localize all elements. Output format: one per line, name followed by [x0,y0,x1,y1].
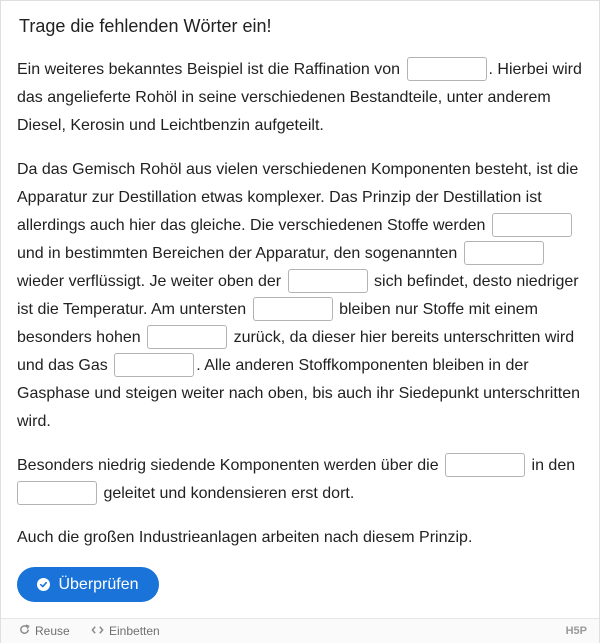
check-button[interactable] [17,567,159,602]
text-segment: wieder verflüssigt. Je weiter oben der [17,273,282,290]
text-segment: Ein weiteres bekanntes Beispiel ist die Raffination von [17,61,401,78]
blank-input[interactable] [464,241,544,265]
text-segment: Besonders niedrig siedende Komponenten werden über die [17,457,439,474]
check-circle-icon [37,578,50,591]
paragraph-3 [17,452,585,508]
text-segment: geleitet und kondensieren erst dort. [103,485,355,502]
paragraph-2 [17,156,585,436]
text-segment: sich befindet, desto niedriger ist die Temperatur. Am untersten [17,273,579,318]
h5p-footer [1,618,599,643]
reuse-button[interactable] [19,624,70,638]
reuse-label: Reuse [35,624,70,638]
blank-input[interactable] [492,213,572,237]
blank-input[interactable] [288,269,368,293]
text-segment: zurück, da dieser hier bereits unterschritten wird und das Gas [17,329,575,374]
cloze-content [17,56,585,568]
paragraph-1 [17,56,585,140]
text-segment: Da das Gemisch Rohöl aus vielen verschiedenen Komponenten besteht, ist die Apparatur zur Destillation etwas komplexer. Das Prinzip der Destillation ist allerdings auch hier das gleiche. Die verschiedenen Stoffe werden [17,161,579,234]
paragraph-4: Auch die großen Industrieanlagen arbeiten nach diesem Prinzip. [17,529,473,546]
check-button-label: Überprüfen [58,575,139,593]
code-icon [91,624,104,638]
embed-label: Einbetten [109,624,160,638]
task-description: Trage die fehlenden Wörter ein! [19,16,272,36]
embed-button[interactable] [91,624,160,638]
text-segment: bleiben nur Stoffe mit einem besonders hohen [17,301,538,346]
reuse-icon [19,624,30,638]
blank-input[interactable] [17,481,97,505]
blank-input[interactable] [147,325,227,349]
blank-input[interactable] [253,297,333,321]
h5p-logo[interactable]: H5P [565,625,587,637]
text-segment: . Hierbei wird das angelieferte Rohöl in seine verschiedenen Bestandteile, unter anderem Diesel, Kerosin und Leichtbenzin aufgeteilt. [17,61,582,134]
text-segment: und in bestimmten Bereichen der Apparatur, den sogenannten [17,245,458,262]
text-segment: . Alle anderen Stoffkomponenten bleiben in der Gasphase und steigen weiter nach oben, bis auch ihr Siedepunkt unterschritten wird. [17,357,581,430]
blank-input[interactable] [407,57,487,81]
blank-input[interactable] [114,353,194,377]
blank-input[interactable] [445,453,525,477]
text-segment: in den [531,457,576,474]
